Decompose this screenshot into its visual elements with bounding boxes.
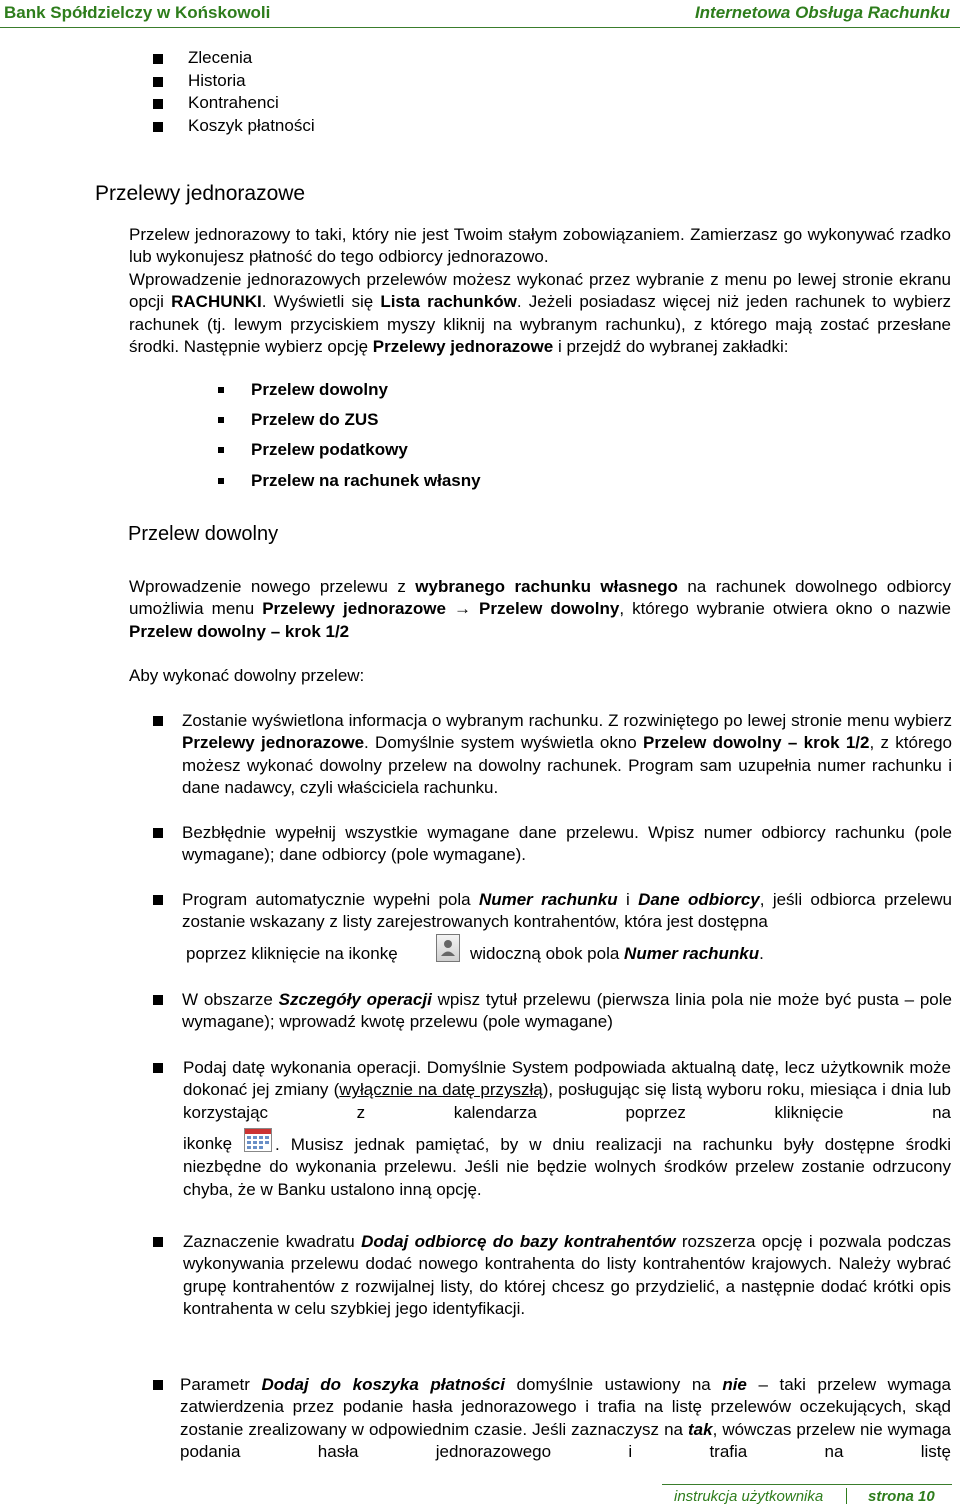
list-item: Zaznaczenie kwadratu Dodaj odbiorcę do bazy kontrahentów rozszerza opcję i pozwala podczas wykonywania przelewu dodać nowego kontrahenta do listy kontrahentów krajowych. Należy wybrać grupę kontrahentów z rozwijalnej listy, do której chcesz go przydzielić, a następnie dodać krótki opis kontrahenta w celu szybkiej jego identyfikacji. — [183, 1232, 951, 1319]
list-item: W obszarze Szczegóły operacji wpisz tytuł przelewu (pierwsza linia pola nie może być pusta – pole wymagane); wprowadź kwotę przelewu (pole wymagane) — [182, 990, 952, 1032]
list-item-cont: . Musisz jednak pamiętać, by w dniu realizacji na rachunku były dostępne środki niezbędne do wykonania przelewu. Jeśli nie będzie wolnych środków przelew zostanie odrzucony chyba, że w Banku ustalono inną opcję. — [183, 1135, 951, 1199]
arrow-right-icon: → — [454, 599, 472, 619]
list-item-cont: ikonkę — [183, 1134, 233, 1153]
bullet-icon — [153, 895, 163, 905]
bullet-icon — [153, 1237, 163, 1247]
list-item: Koszyk płatności — [188, 116, 315, 135]
list-item: Przelew na rachunek własny — [251, 471, 481, 490]
footer-doc-label: instrukcja użytkownika — [674, 1488, 824, 1505]
list-item: Historia — [188, 71, 246, 90]
bullet-icon — [218, 417, 224, 423]
bank-name: Bank Spółdzielczy w Końskowoli — [4, 3, 271, 22]
list-item-cont: widoczną obok pola Numer rachunku. — [470, 944, 764, 963]
bullet-icon — [153, 122, 163, 132]
bullet-icon — [153, 77, 163, 87]
list-item: Przelew podatkowy — [251, 440, 408, 459]
list-item: Zostanie wyświetlona informacja o wybranym rachunku. Z rozwiniętego po lewej stronie menu wybierz Przelewy jednorazowe. Domyślnie system wyświetla okno Przelew dowolny – krok 1/2, z którego możesz wykonać dowolny przelew na dowolny rachunek. Program sam uzupełnia numer rachunku i dane nadawcy, czyli właściciela rachunku. — [182, 711, 953, 798]
list-item: Zlecenia — [188, 48, 253, 67]
bullet-icon — [153, 828, 163, 838]
bullet-icon — [218, 387, 224, 393]
paragraph: Wprowadzenie jednorazowych przelewów możesz wykonać przez wybranie z menu po lewej stronie ekranu opcji RACHUNKI. Wyświetli się Lista rachunków. Jeżeli posiadasz więcej niż jeden rachunek to wybierz rachunek (tj. lewym przyciskiem myszy kliknij na wybranym rachunku), z którego mają zostać przesłane środki. Następnie wybierz opcję Przelewy jednorazowe i przejdź do wybranej zakładki: — [129, 270, 952, 357]
bullet-icon — [153, 716, 163, 726]
app-name: Internetowa Obsługa Rachunku — [694, 3, 950, 22]
bullet-icon — [153, 1063, 163, 1073]
section-title: Przelew dowolny — [128, 523, 279, 545]
contact-card-icon[interactable] — [436, 934, 460, 962]
list-item: Przelew do ZUS — [251, 410, 379, 429]
bullet-icon — [153, 54, 163, 64]
page-header — [0, 0, 960, 28]
page-number: strona 10 — [868, 1488, 935, 1505]
bullet-icon — [218, 447, 224, 453]
list-item-cont: poprzez kliknięcie na ikonkę — [186, 944, 398, 963]
bullet-icon — [153, 1380, 163, 1390]
list-item: Podaj datę wykonania operacji. Domyślnie System podpowiada aktualną datę, lecz użytkownik może dokonać jej zmiany (wyłącznie na datę przyszłą), posługując się listą wyboru roku, miesiąca i dnia lub korzystając z kalendarza poprzez kliknięcie na — [183, 1058, 951, 1122]
section-title: Przelewy jednorazowe — [95, 182, 306, 205]
bullet-icon — [153, 99, 163, 109]
list-item: Parametr Dodaj do koszyka płatności domyślnie ustawiony na nie – taki przelew wymaga zatwierdzenia przez podanie hasła jednorazowego i trafia na listę przelewów oczekujących, skąd zostanie zrealizowany w odpowiednim czasie. Jeśli zaznaczysz na tak, wówczas przelew nie wymaga podania hasła jednorazowego i trafia na listę — [180, 1375, 951, 1462]
footer-separator — [846, 1488, 847, 1504]
paragraph: Wprowadzenie nowego przelewu z wybranego rachunku własnego na rachunek dowolnego odbiorcy umożliwia menu Przelewy jednorazowe → Przelew dowolny, którego wybranie otwiera okno o nazwie Przelew dowolny – krok 1/2 — [129, 577, 952, 641]
list-item: Kontrahenci — [188, 93, 279, 112]
list-item: Bezbłędnie wypełnij wszystkie wymagane dane przelewu. Wpisz numer odbiorcy rachunku (pole wymagane); dane odbiorcy (pole wymagane). — [182, 823, 952, 865]
paragraph: Przelew jednorazowy to taki, który nie jest Twoim stałym zobowiązaniem. Zamierzasz go wykonywać rzadko lub wykonujesz płatność do tego odbiorcy jednorazowo. — [129, 225, 951, 267]
bullet-icon — [218, 478, 224, 484]
list-item: Przelew dowolny — [251, 380, 388, 399]
list-item: Program automatycznie wypełni pola Numer rachunku i Dane odbiorcy, jeśli odbiorca przelewu zostanie wskazany z listy zarejestrowanych kontrahentów, która jest dostępna — [182, 890, 952, 932]
paragraph: Aby wykonać dowolny przelew: — [129, 666, 365, 685]
footer-divider — [662, 1484, 952, 1485]
bullet-icon — [153, 995, 163, 1005]
